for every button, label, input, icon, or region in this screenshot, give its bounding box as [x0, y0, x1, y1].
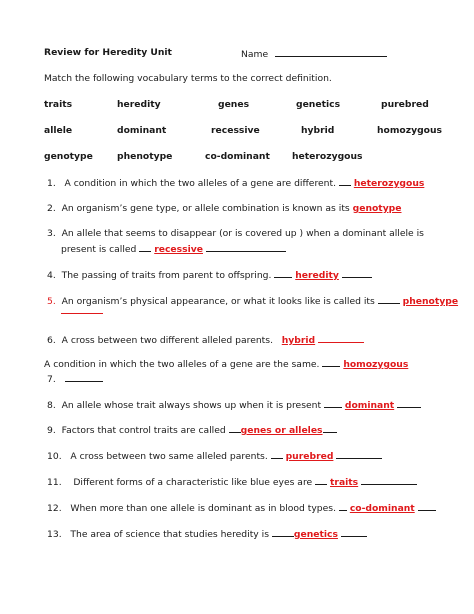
vocab-term: heredity: [117, 99, 161, 110]
question-5: 5. An organism’s physical appearance, or what it looks like is called its phenotype: [47, 296, 459, 307]
question-10: 10. A cross between two same alleled parents. purebred: [47, 449, 382, 462]
answer-3: recessive: [154, 244, 203, 255]
answer-10: purebred: [285, 451, 334, 462]
name-field[interactable]: [241, 47, 387, 60]
question-6: 6. A cross between two different alleled parents. hybrid: [47, 333, 364, 346]
question-7: A condition in which the two alleles of a gene are the same. homozygous: [44, 359, 409, 370]
vocab-term: genes: [218, 99, 250, 110]
vocab-term: hybrid: [301, 125, 335, 136]
vocab-term: recessive: [211, 125, 260, 136]
answer-8: dominant: [344, 400, 395, 411]
vocab-term: heterozygous: [292, 151, 363, 162]
question-13: 13. The area of science that studies heredity is genetics: [47, 527, 367, 540]
answer-5: phenotype: [402, 296, 459, 307]
answer-11: traits: [330, 477, 359, 488]
answer-6: hybrid: [281, 335, 316, 346]
name-blank[interactable]: [275, 47, 387, 57]
question-3-line2: present is called recessive: [61, 242, 286, 255]
vocab-term: phenotype: [117, 151, 173, 162]
vocab-term: allele: [44, 125, 73, 136]
vocab-term: genotype: [44, 151, 93, 162]
answer-1: heterozygous: [353, 178, 425, 189]
page-title: Review for Heredity Unit: [44, 47, 172, 58]
question-8: 8. An allele whose trait always shows up when it is present dominant: [47, 398, 421, 411]
answer-9: genes or alleles: [240, 425, 323, 436]
answer-4: heredity: [295, 270, 339, 281]
answer-12: co-dominant: [349, 503, 415, 514]
vocab-term: co-dominant: [205, 151, 270, 162]
vocab-term: homozygous: [377, 125, 442, 136]
vocab-term: genetics: [296, 99, 341, 110]
answer-7: homozygous: [343, 359, 409, 370]
answer-13: genetics: [293, 529, 338, 540]
vocab-term: purebred: [381, 99, 429, 110]
vocab-term: traits: [44, 99, 73, 110]
answer-5-underline: [61, 313, 103, 314]
question-1: 1. A condition in which the two alleles of a gene are different. heterozygous: [47, 178, 425, 189]
question-9: 9. Factors that control traits are called genes or alleles: [47, 423, 337, 436]
question-11: 11. Different forms of a characteristic like blue eyes are traits: [47, 475, 417, 488]
question-12: 12. When more than one allele is dominant as in blood types. co-dominant: [47, 501, 436, 514]
question-3: 3. An allele that seems to disappear (or is covered up ) when a dominant allele is: [47, 228, 424, 239]
question-7-number: 7.: [47, 372, 103, 385]
question-4: 4. The passing of traits from parent to offspring. heredity: [47, 268, 372, 281]
vocab-term: dominant: [117, 125, 167, 136]
instructions: Match the following vocabulary terms to the correct definition.: [44, 73, 332, 84]
question-2: 2. An organism’s gene type, or allele combination is known as its genotype: [47, 203, 402, 214]
name-label: Name: [241, 49, 269, 60]
answer-2: genotype: [352, 203, 402, 214]
